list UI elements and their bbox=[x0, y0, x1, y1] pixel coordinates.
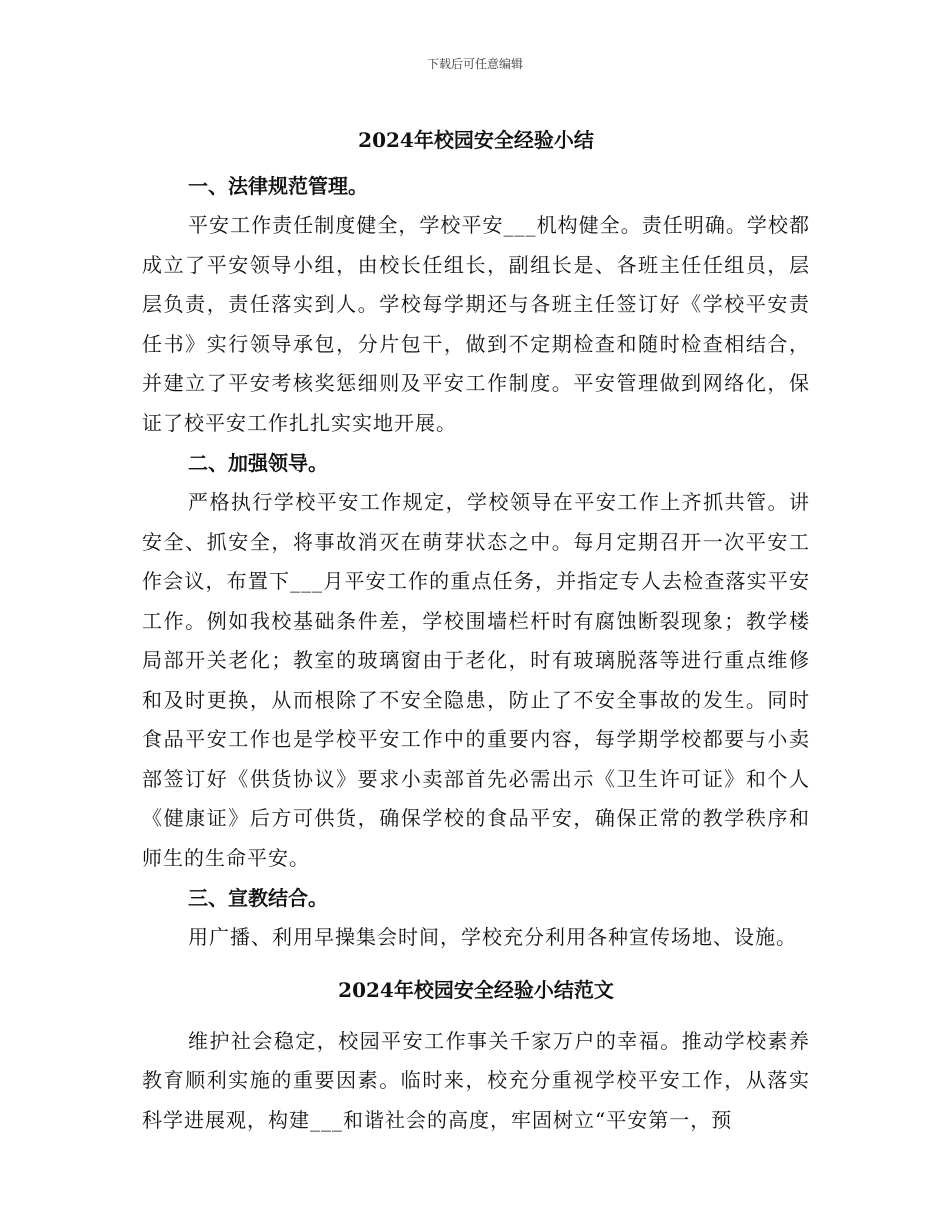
section-paragraph: 用广播、利用早操集会时间，学校充分利用各种宣传场地、设施。 bbox=[188, 925, 797, 949]
header-note: 下载后可任意编辑 bbox=[426, 57, 523, 71]
section-heading: 三、宣教结合。 bbox=[188, 886, 328, 910]
section-3 bbox=[142, 878, 810, 958]
section-paragraph: 严格执行学校平安工作规定，学校领导在平安工作上齐抓共管。讲安全、抓安全，将事故消灭在萌芽状态之中。每月定期召开一次平安工作会议，布置下___月平安工作的重点任务，并指定专人去检查落实平安工作。例如我校基础条件差，学校围墙栏杆时有腐蚀断裂现象；教学楼局部开关老化；教室的玻璃窗由于老化，时有玻璃脱落等进行重点维修和及时更换，从而根除了不安全隐患，防止了不安全事故的发生。同时食品平安工作也是学校平安工作中的重要内容，每学期学校都要与小卖部签订好《供货协议》要求小卖部首先必需出示《卫生许可证》和个人《健康证》后方可供货，确保学校的食品平安，确保正常的教学秩序和师生的生命平安。 bbox=[142, 490, 810, 870]
section-2 bbox=[142, 443, 810, 878]
document-body bbox=[142, 120, 810, 1140]
document-subtitle: 2024年校园安全经验小结范文 bbox=[338, 977, 614, 1002]
section-heading: 一、法律规范管理。 bbox=[188, 174, 368, 198]
document-title: 2024年校园安全经验小结 bbox=[358, 128, 594, 152]
section-paragraph: 平安工作责任制度健全，学校平安___机构健全。责任明确。学校都成立了平安领导小组，由校长任组长，副组长是、各班主任任组员，层层负责，责任落实到人。学校每学期还与各班主任签订好《学校平安责任书》实行领导承包，分片包干，做到不定期检查和随时检查相结合，并建立了平安考核奖惩细则及平安工作制度。平安管理做到网络化，保证了校平安工作扎扎实实地开展。 bbox=[142, 213, 810, 435]
closing-paragraph: 维护社会稳定，校园平安工作事关千家万户的幸福。推动学校素养教育顺利实施的重要因素。临时来，校充分重视学校平安工作，从落实科学进展观，构建___和谐社会的高度，牢固树立“平安第一，预 bbox=[142, 1028, 810, 1132]
section-heading: 二、加强领导。 bbox=[188, 451, 328, 475]
section-1 bbox=[142, 166, 810, 443]
